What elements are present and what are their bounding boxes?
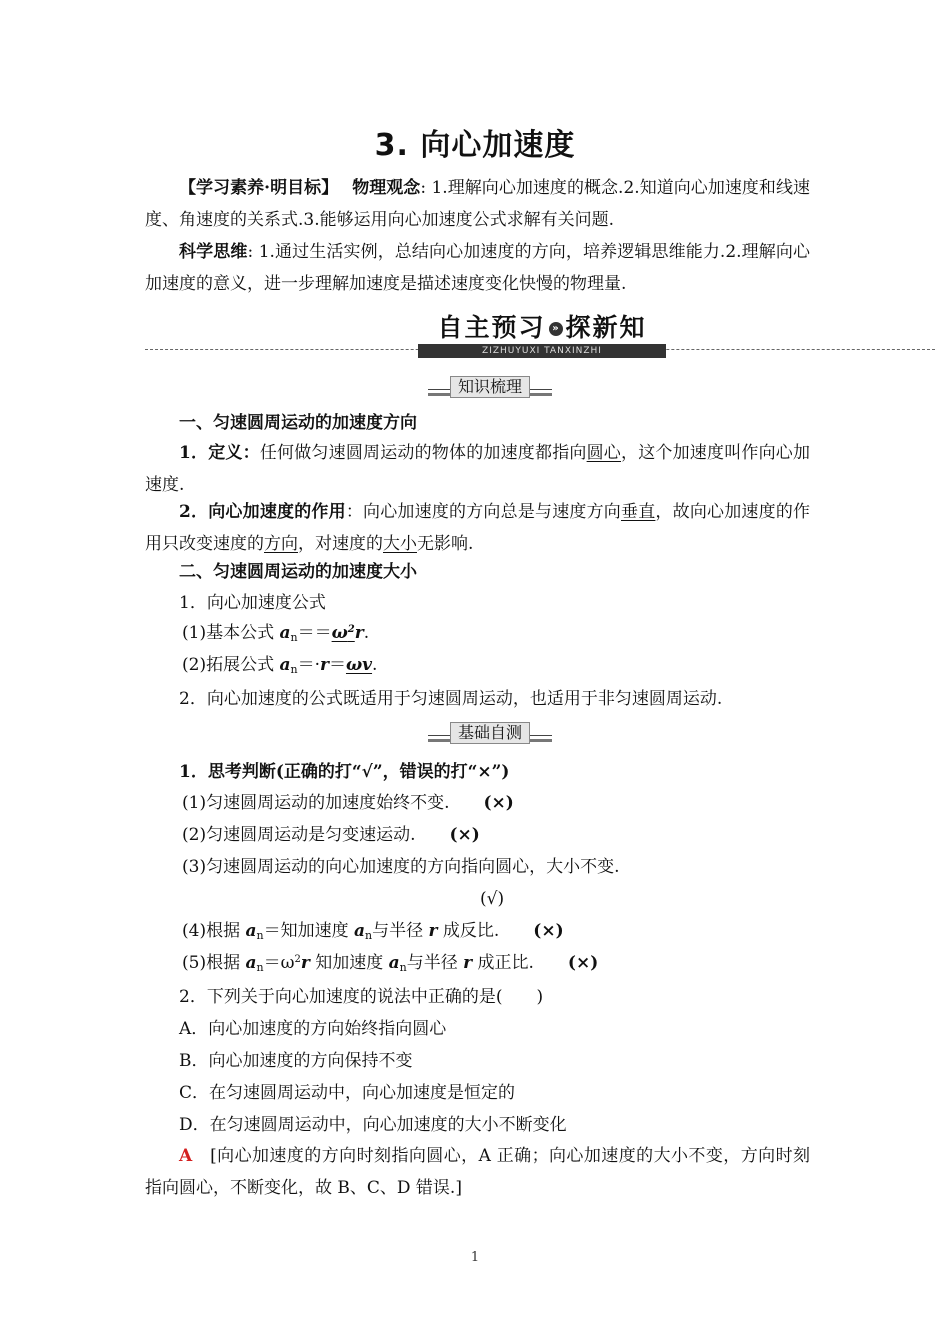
role-label: 2．向心加速度的作用 <box>179 502 346 522</box>
definition-text-a: 任何做匀速圆周运动的物体的加速度都指向 <box>259 443 587 463</box>
subscript-n: n <box>399 961 407 974</box>
scientific-thinking-label: 科学思维 <box>179 242 248 262</box>
physics-concept-text: : 1.理解向心加速度的概念.2.知道向心加速度和线速度、角速度的关系式.3.能够运用向心加速度公式求解有关问题. <box>145 178 810 230</box>
superscript-2: 2 <box>294 954 301 965</box>
formula-basic-label: (1)基本公式 <box>182 623 280 643</box>
page-number: 1 <box>470 1250 480 1265</box>
question-2-stem: 2．下列关于向心加速度的说法中正确的是( ) <box>179 987 544 1007</box>
banner-title-b: 探新知 <box>565 313 647 342</box>
tag-label: 基础自测 <box>450 722 530 744</box>
judgment-4 <box>182 920 564 944</box>
judgment-5-answer: (×) <box>567 953 599 973</box>
physics-concept-label: 物理观念 <box>352 178 421 198</box>
judgment-1-answer: (×) <box>483 793 514 813</box>
banner-title-a: 自主预习 <box>437 313 546 342</box>
goals-paragraph-thinking <box>145 236 810 300</box>
equals-sign: ＝＝ <box>297 623 332 643</box>
period: . <box>363 623 370 643</box>
judgment-2 <box>182 824 480 846</box>
judgment-2-answer: (×) <box>449 825 480 845</box>
var-r: r <box>300 953 310 973</box>
subscript-n: n <box>256 961 264 974</box>
heading-direction: 一、匀速圆周运动的加速度方向 <box>179 413 417 433</box>
judgment-3-text: (3)匀速圆周运动的向心加速度的方向指向圆心，大小不变. <box>182 857 620 877</box>
role-text-b: ，故向心加速度的作用只改变速度的 <box>145 502 811 554</box>
option-d: D．在匀速圆周运动中，向心加速度的大小不断变化 <box>179 1115 567 1135</box>
judgment-5-text-e: 成正比. <box>472 953 534 973</box>
equals-omega: ＝ω <box>263 953 295 973</box>
blank-answer-magnitude: 大小 <box>383 534 417 554</box>
option-c: C．在匀速圆周运动中，向心加速度是恒定的 <box>179 1083 516 1103</box>
definition-text-b: ，这个加速度叫作向心加速度. <box>145 443 811 495</box>
var-r: r <box>463 953 473 973</box>
double-arrow-icon: » <box>549 322 563 336</box>
judgment-5-text-c: 知加速度 <box>309 953 389 973</box>
judgment-3 <box>182 856 619 878</box>
equals-sign: ＝ <box>328 655 346 675</box>
subscript-n: n <box>290 663 298 676</box>
subscript-n: n <box>365 929 373 942</box>
explanation-text: [向心加速度的方向时刻指向圆心，A 正确；向心加速度的大小不变，方向时刻指向圆心，不断变化，故 B、C、D 错误.] <box>145 1146 811 1198</box>
question-1-heading: 1．思考判断(正确的打“√”，错误的打“×”) <box>179 762 510 782</box>
judgment-1-text: (1)匀速圆周运动的加速度始终不变. <box>182 793 450 813</box>
answer-explanation <box>145 1140 810 1204</box>
scientific-thinking-text: : 1.通过生活实例，总结向心加速度的方向，培养逻辑思维能力.2.理解向心加速度的意义，进一步理解加速度是描述速度变化快慢的物理量. <box>145 242 810 294</box>
var-a: a <box>245 921 257 941</box>
subscript-n: n <box>256 929 264 942</box>
judgment-3-answer: (√) <box>480 889 505 909</box>
section-banner <box>418 312 666 356</box>
applicability-paragraph: 2．向心加速度的公式既适用于匀速圆周运动，也适用于非匀速圆周运动. <box>179 689 723 709</box>
blank-answer-direction: 方向 <box>264 534 298 554</box>
section-tag-self-test <box>428 724 552 746</box>
heading-magnitude: 二、匀速圆周运动的加速度大小 <box>179 562 417 582</box>
blank-answer-omega-squared: $\omega^2$ <box>331 623 355 643</box>
subscript-n: n <box>290 631 298 644</box>
goals-paragraph-physics <box>145 172 810 236</box>
role-text-d: 无影响. <box>417 534 474 554</box>
formula-extended-label: (2)拓展公式 <box>182 655 280 675</box>
judgment-2-text: (2)匀速圆周运动是匀变速运动. <box>182 825 416 845</box>
role-text-c: ，对速度的 <box>298 534 383 554</box>
formula-basic <box>182 622 369 647</box>
answer-letter: A <box>179 1146 193 1166</box>
formula-heading: 1．向心加速度公式 <box>179 593 326 613</box>
equals-dot: ＝· <box>297 655 320 675</box>
var-r: r <box>354 623 364 643</box>
var-a: a <box>245 953 257 973</box>
var-a: a <box>279 623 291 643</box>
option-a: A．向心加速度的方向始终指向圆心 <box>179 1019 447 1039</box>
var-r: r <box>428 921 438 941</box>
page-title: 3. 向心加速度 <box>374 128 576 163</box>
judgment-4-text-c: 与半径 <box>372 921 429 941</box>
judgment-5-text-a: (5)根据 <box>182 953 246 973</box>
tag-label: 知识梳理 <box>450 376 530 398</box>
formula-extended <box>182 654 377 678</box>
var-a: a <box>388 953 400 973</box>
period: . <box>372 655 378 675</box>
judgment-4-text-b: ＝知加速度 <box>263 921 354 941</box>
judgment-5 <box>182 952 598 977</box>
var-a: a <box>354 921 366 941</box>
var-r: r <box>320 655 329 675</box>
goals-label: 【学习素养·明目标】 <box>179 178 330 198</box>
definition-label: 1．定义： <box>179 443 260 463</box>
judgment-5-text-d: 与半径 <box>406 953 464 973</box>
var-a: a <box>279 655 291 675</box>
judgment-1 <box>182 792 514 814</box>
blank-answer-omega-v: ωv <box>345 655 373 675</box>
section-tag-knowledge <box>428 378 552 400</box>
judgment-4-answer: (×) <box>533 921 564 941</box>
role-paragraph <box>145 496 810 560</box>
judgment-4-text-a: (4)根据 <box>182 921 246 941</box>
banner-subtitle: ZIZHUYUXI TANXINZHI <box>418 344 666 358</box>
judgment-4-text-d: 成反比. <box>437 921 500 941</box>
blank-answer-center: 圆心 <box>586 443 622 463</box>
blank-answer-perpendicular: 垂直 <box>621 502 656 522</box>
role-text-a: ：向心加速度的方向总是与速度方向 <box>345 502 622 522</box>
option-b: B．向心加速度的方向保持不变 <box>179 1051 413 1071</box>
definition-paragraph <box>145 437 810 501</box>
